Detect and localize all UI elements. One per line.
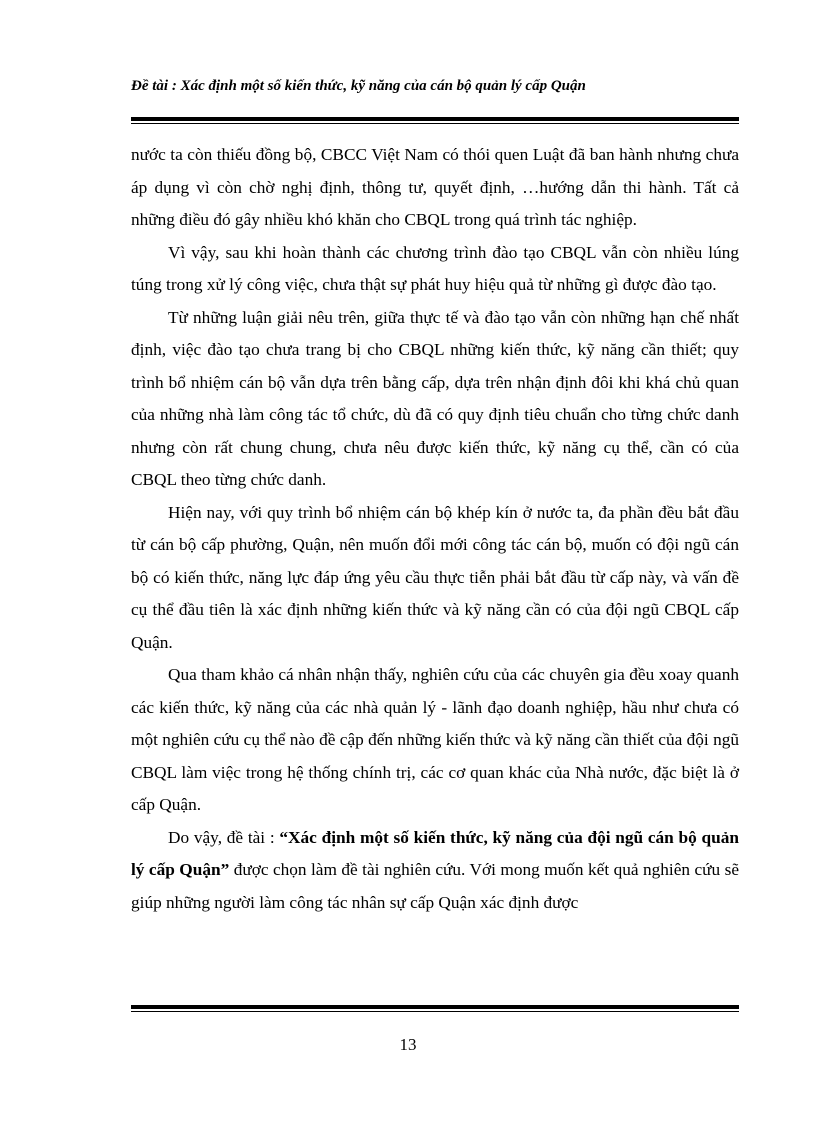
body-text <box>131 139 739 919</box>
page-number: 13 <box>399 1035 417 1054</box>
page-header-title: Đề tài : Xác định một số kiến thức, kỹ năng của cán bộ quản lý cấp Quận <box>131 78 586 94</box>
footer-divider <box>131 1005 739 1012</box>
paragraph-2: Vì vậy, sau khi hoàn thành các chương trình đào tạo CBQL vẫn còn nhiều lúng túng trong xử lý công việc, chưa thật sự phát huy hiệu quả từ những gì được đào tạo. <box>131 242 739 294</box>
paragraph-6 <box>131 822 739 920</box>
paragraph-1: nước ta còn thiếu đồng bộ, CBCC Việt Nam có thói quen Luật đã ban hành nhưng chưa áp dụng vì còn chờ nghị định, thông tư, quyết định, …hướng dẫn thi hành. Tất cả những điều đó gây nhiều khó khăn cho CBQL trong quá trình tác nghiệp. <box>131 145 739 229</box>
paragraph-5: Qua tham khảo cá nhân nhận thấy, nghiên cứu của các chuyên gia đều xoay quanh các kiến thức, kỹ năng của các nhà quản lý - lãnh đạo doanh nghiệp, hầu như chưa có một nghiên cứu cụ thể nào đề cập đến những kiến thức và kỹ năng cần thiết của đội ngũ CBQL làm việc trong hệ thống chính trị, các cơ quan khác của Nhà nước, đặc biệt là ở cấp Quận. <box>131 665 739 814</box>
thesis-title-bold: “Xác định một số kiến thức, kỹ năng của đội ngũ cán bộ quản lý cấp Quận” <box>131 827 740 879</box>
paragraph-4: Hiện nay, với quy trình bổ nhiệm cán bộ khép kín ở nước ta, đa phần đều bắt đầu từ cán bộ cấp phường, Quận, nên muốn đổi mới công tác cán bộ, muốn có đội ngũ cán bộ có kiến thức, năng lực đáp ứng yêu cầu thực tiễn phải bắt đầu từ cấp này, và vấn đề cụ thể đầu tiên là xác định những kiến thức và kỹ năng cần có của đội ngũ CBQL cấp Quận. <box>131 502 739 652</box>
paragraph-3: Từ những luận giải nêu trên, giữa thực tế và đào tạo vẫn còn những hạn chế nhất định, việc đào tạo chưa trang bị cho CBQL những kiến thức, kỹ năng cần thiết; quy trình bổ nhiệm cán bộ vẫn dựa trên bằng cấp, dựa trên nhận định đôi khi khá chủ quan của những nhà làm công tác tổ chức, dù đã có quy định tiêu chuẩn cho từng chức danh nhưng còn rất chung chung, chưa nêu được kiến thức, kỹ năng cụ thể, cần có của CBQL theo từng chức danh. <box>131 307 739 489</box>
header-divider <box>131 117 739 124</box>
paragraph-6-intro: Do vậy, đề tài : <box>168 827 280 847</box>
paragraph-6-continuation: được chọn làm đề tài nghiên cứu. Với mong muốn kết quả nghiên cứu sẽ giúp những người làm công tác nhân sự cấp Quận xác định được <box>131 860 740 912</box>
